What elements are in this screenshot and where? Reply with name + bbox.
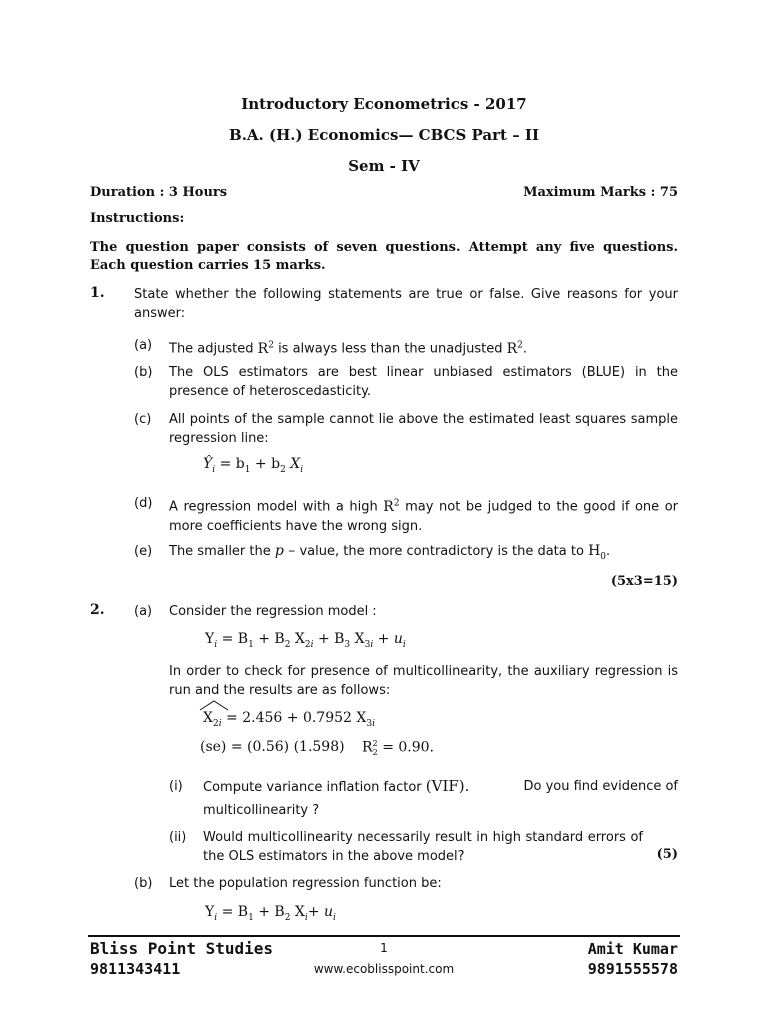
q2-population-regression: $Y_i = B_1 + B_2$ $X_i+ u_i$ [205, 904, 336, 923]
q2-b-label: (b) [134, 876, 153, 891]
q2-a-paragraph: In order to check for presence of multicollinearity, the auxiliary regression is run and the results are as follows: [169, 664, 678, 698]
hat-icon [199, 699, 229, 711]
course-title: B.A. (H.) Economics— CBCS Part – II [229, 126, 539, 144]
r-squared-symbol: $R^2$ [506, 340, 523, 357]
q1-a-text-part2: is always less than the unadjusted [278, 341, 503, 357]
q2-i-text-part2: Do you find evidence of [523, 779, 678, 794]
page-number: 1 [380, 941, 388, 955]
footer-divider [88, 935, 680, 937]
semester-title: Sem - IV [348, 157, 420, 175]
question-2-number: 2. [90, 602, 105, 618]
q1-c-text: All points of the sample cannot lie above the estimated least squares sample regression line: [169, 412, 678, 446]
q1-c-label: (c) [134, 412, 152, 427]
q2-a-text: Consider the regression model : [169, 604, 377, 619]
q2-standard-errors: (se) = (0.56) (1.598) [200, 739, 345, 755]
question-1-stem: State whether the following statements are true or false. Give reasons for your answer: [134, 287, 678, 321]
q1-b-text: The OLS estimators are best linear unbiased estimators (BLUE) in the presence of heteroscedasticity. [169, 365, 678, 399]
q1-marks: (5x3=15) [610, 574, 678, 589]
q1-e-text-part2: value, the more contradictory is the data to [299, 544, 584, 559]
q1-d-label: (d) [134, 496, 153, 511]
footer-right-phone: 9891555578 [587, 960, 678, 978]
q1-e-text-part1: The smaller the [169, 544, 271, 559]
q2-r-squared: $R^2_2 = 0.90$. [362, 739, 434, 758]
q2-auxiliary-regression: $X_{2i} = 2.456 + 0.7952$ $X_{3i}$ [203, 710, 375, 729]
q1-d-text [169, 494, 678, 536]
q1-e-label: (e) [134, 544, 153, 559]
duration-row [90, 185, 678, 200]
q2-aux-rhs: = 2.456 + 0.7952 X [226, 710, 367, 726]
q2-i-label: (i) [169, 779, 183, 794]
question-1-number: 1. [90, 285, 105, 301]
r-squared-symbol: $R^2$ [257, 340, 274, 357]
footer-right-name: Amit Kumar [587, 940, 678, 958]
h0-symbol: $H_0$ [588, 543, 607, 562]
footer-left-name: Bliss Point Studies [90, 939, 274, 958]
q2-ii-label: (ii) [169, 830, 187, 845]
q2-i-text-cont: multicollinearity ? [203, 803, 320, 818]
duration-text: Duration : 3 Hours [90, 185, 228, 200]
q2-i-text-part1: Compute variance inflation factor [203, 780, 422, 795]
q2-r2-value: = 0.90. [382, 739, 434, 756]
q1-a-text: The adjusted $R^2$ is always less than the unadjusted $R^2$. [169, 340, 528, 357]
q2-a-label: (a) [134, 604, 153, 619]
q1-d-text-part2: may not be judged to the good if one or more coefficients have the wrong sign. [169, 499, 679, 534]
q2-ii-text: Would multicollinearity necessarily result in high standard errors of the OLS estimators in the above model? [203, 830, 643, 864]
r-squared-symbol: $R^2$ [383, 498, 400, 515]
q1-c-equation: $Ŷ_i = b_1 + b_2$ $X_i$ [203, 456, 304, 475]
instructions-label: Instructions: [90, 211, 185, 226]
q2-ii-marks: (5) [656, 847, 678, 862]
instructions-text: The question paper consists of seven questions. Attempt any five questions. Each question carries 15 marks. [90, 240, 678, 273]
paper-title: Introductory Econometrics - 2017 [241, 95, 527, 113]
q1-a-label: (a) [134, 338, 153, 353]
footer-website: www.ecoblisspoint.com [313, 962, 455, 976]
q2-regression-model: $Y_i = B_1 + B_2$ $X_{2i} + B_3$ $X_{3i} + u_i$ [205, 631, 406, 650]
vif-symbol: (VIF). [425, 777, 470, 795]
q1-b-label: (b) [134, 365, 153, 380]
p-symbol: p – [274, 543, 296, 559]
q1-e-text: The smaller the p – value, the more contradictory is the data to $H_0$. [169, 543, 611, 562]
x2i-hat: $X_{2i}$ [203, 710, 222, 729]
q2-b-text: Let the population regression function be: [169, 876, 442, 891]
max-marks-text: Maximum Marks : 75 [523, 185, 678, 200]
footer-left-phone: 9811343411 [90, 960, 181, 978]
q1-d-text-part1: A regression model with a high [169, 499, 378, 515]
q2-i-text [203, 777, 678, 797]
q1-a-text-part1: The adjusted [169, 341, 254, 357]
